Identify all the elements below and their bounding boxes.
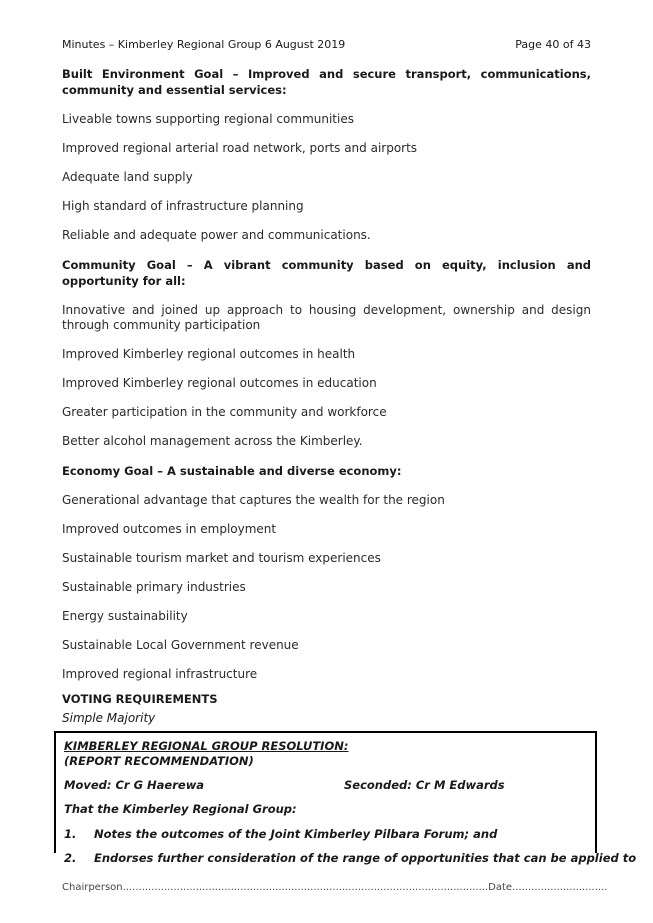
community-goal: Community Goal – A vibrant community based on equity, inclusion and opportunity for all:	[62, 258, 591, 288]
economy-item: Improved regional infrastructure	[62, 667, 258, 681]
main-content	[62, 66, 591, 737]
community-item: Improved Kimberley regional outcomes in health	[62, 347, 356, 361]
economy-item: Energy sustainability	[62, 609, 188, 623]
built-item: Liveable towns supporting regional communities	[62, 112, 354, 126]
community-item: Improved Kimberley regional outcomes in education	[62, 376, 377, 390]
economy-item: Generational advantage that captures the wealth for the region	[62, 493, 445, 507]
seconded-by: Seconded: Cr M Edwards	[344, 778, 505, 792]
page-number: Page 40 of 43	[515, 38, 591, 51]
community-item: Greater participation in the community and workforce	[62, 405, 387, 419]
built-item: High standard of infrastructure planning	[62, 199, 304, 213]
built-item: Improved regional arterial road network, ports and airports	[62, 141, 418, 155]
economy-item: Sustainable primary industries	[62, 580, 246, 594]
page-header	[62, 38, 591, 51]
voting-requirements-heading: VOTING REQUIREMENTS	[62, 692, 218, 706]
economy-item: Sustainable Local Government revenue	[62, 638, 299, 652]
signature-line: Chairperson...................................................................................................................Date..............................	[62, 882, 608, 893]
resolution-item	[64, 851, 637, 865]
resolution-preamble: That the Kimberley Regional Group:	[64, 802, 297, 816]
moved-by: Moved: Cr G Haerewa	[64, 778, 205, 792]
economy-goal: Economy Goal – A sustainable and diverse economy:	[62, 464, 402, 478]
voting-requirements-value: Simple Majority	[62, 711, 156, 725]
economy-item: Sustainable tourism market and tourism experiences	[62, 551, 381, 565]
document-title: Minutes – Kimberley Regional Group 6 August 2019	[62, 38, 346, 51]
mover-seconder-row	[64, 778, 587, 792]
resolution-item-number: 1.	[64, 827, 77, 841]
resolution-item	[64, 827, 587, 841]
built-item: Adequate land supply	[62, 170, 193, 184]
built-item: Reliable and adequate power and communications.	[62, 228, 371, 242]
resolution-title: KIMBERLEY REGIONAL GROUP RESOLUTION:	[64, 739, 349, 753]
resolution-item-text: Notes the outcomes of the Joint Kimberley Pilbara Forum; and	[94, 827, 498, 841]
resolution-subtitle: (REPORT RECOMMENDATION)	[64, 754, 254, 768]
community-item: Better alcohol management across the Kimberley.	[62, 434, 363, 448]
economy-item: Improved outcomes in employment	[62, 522, 277, 536]
community-item: Innovative and joined up approach to housing development, ownership and design through community participation	[62, 303, 591, 332]
resolution-item-number: 2.	[64, 851, 77, 865]
built-environment-goal: Built Environment Goal – Improved and secure transport, communications, community and essential services:	[62, 67, 591, 97]
resolution-item-text: Endorses further consideration of the range of opportunities that can be applied to	[94, 851, 637, 865]
resolution-box	[54, 731, 637, 865]
